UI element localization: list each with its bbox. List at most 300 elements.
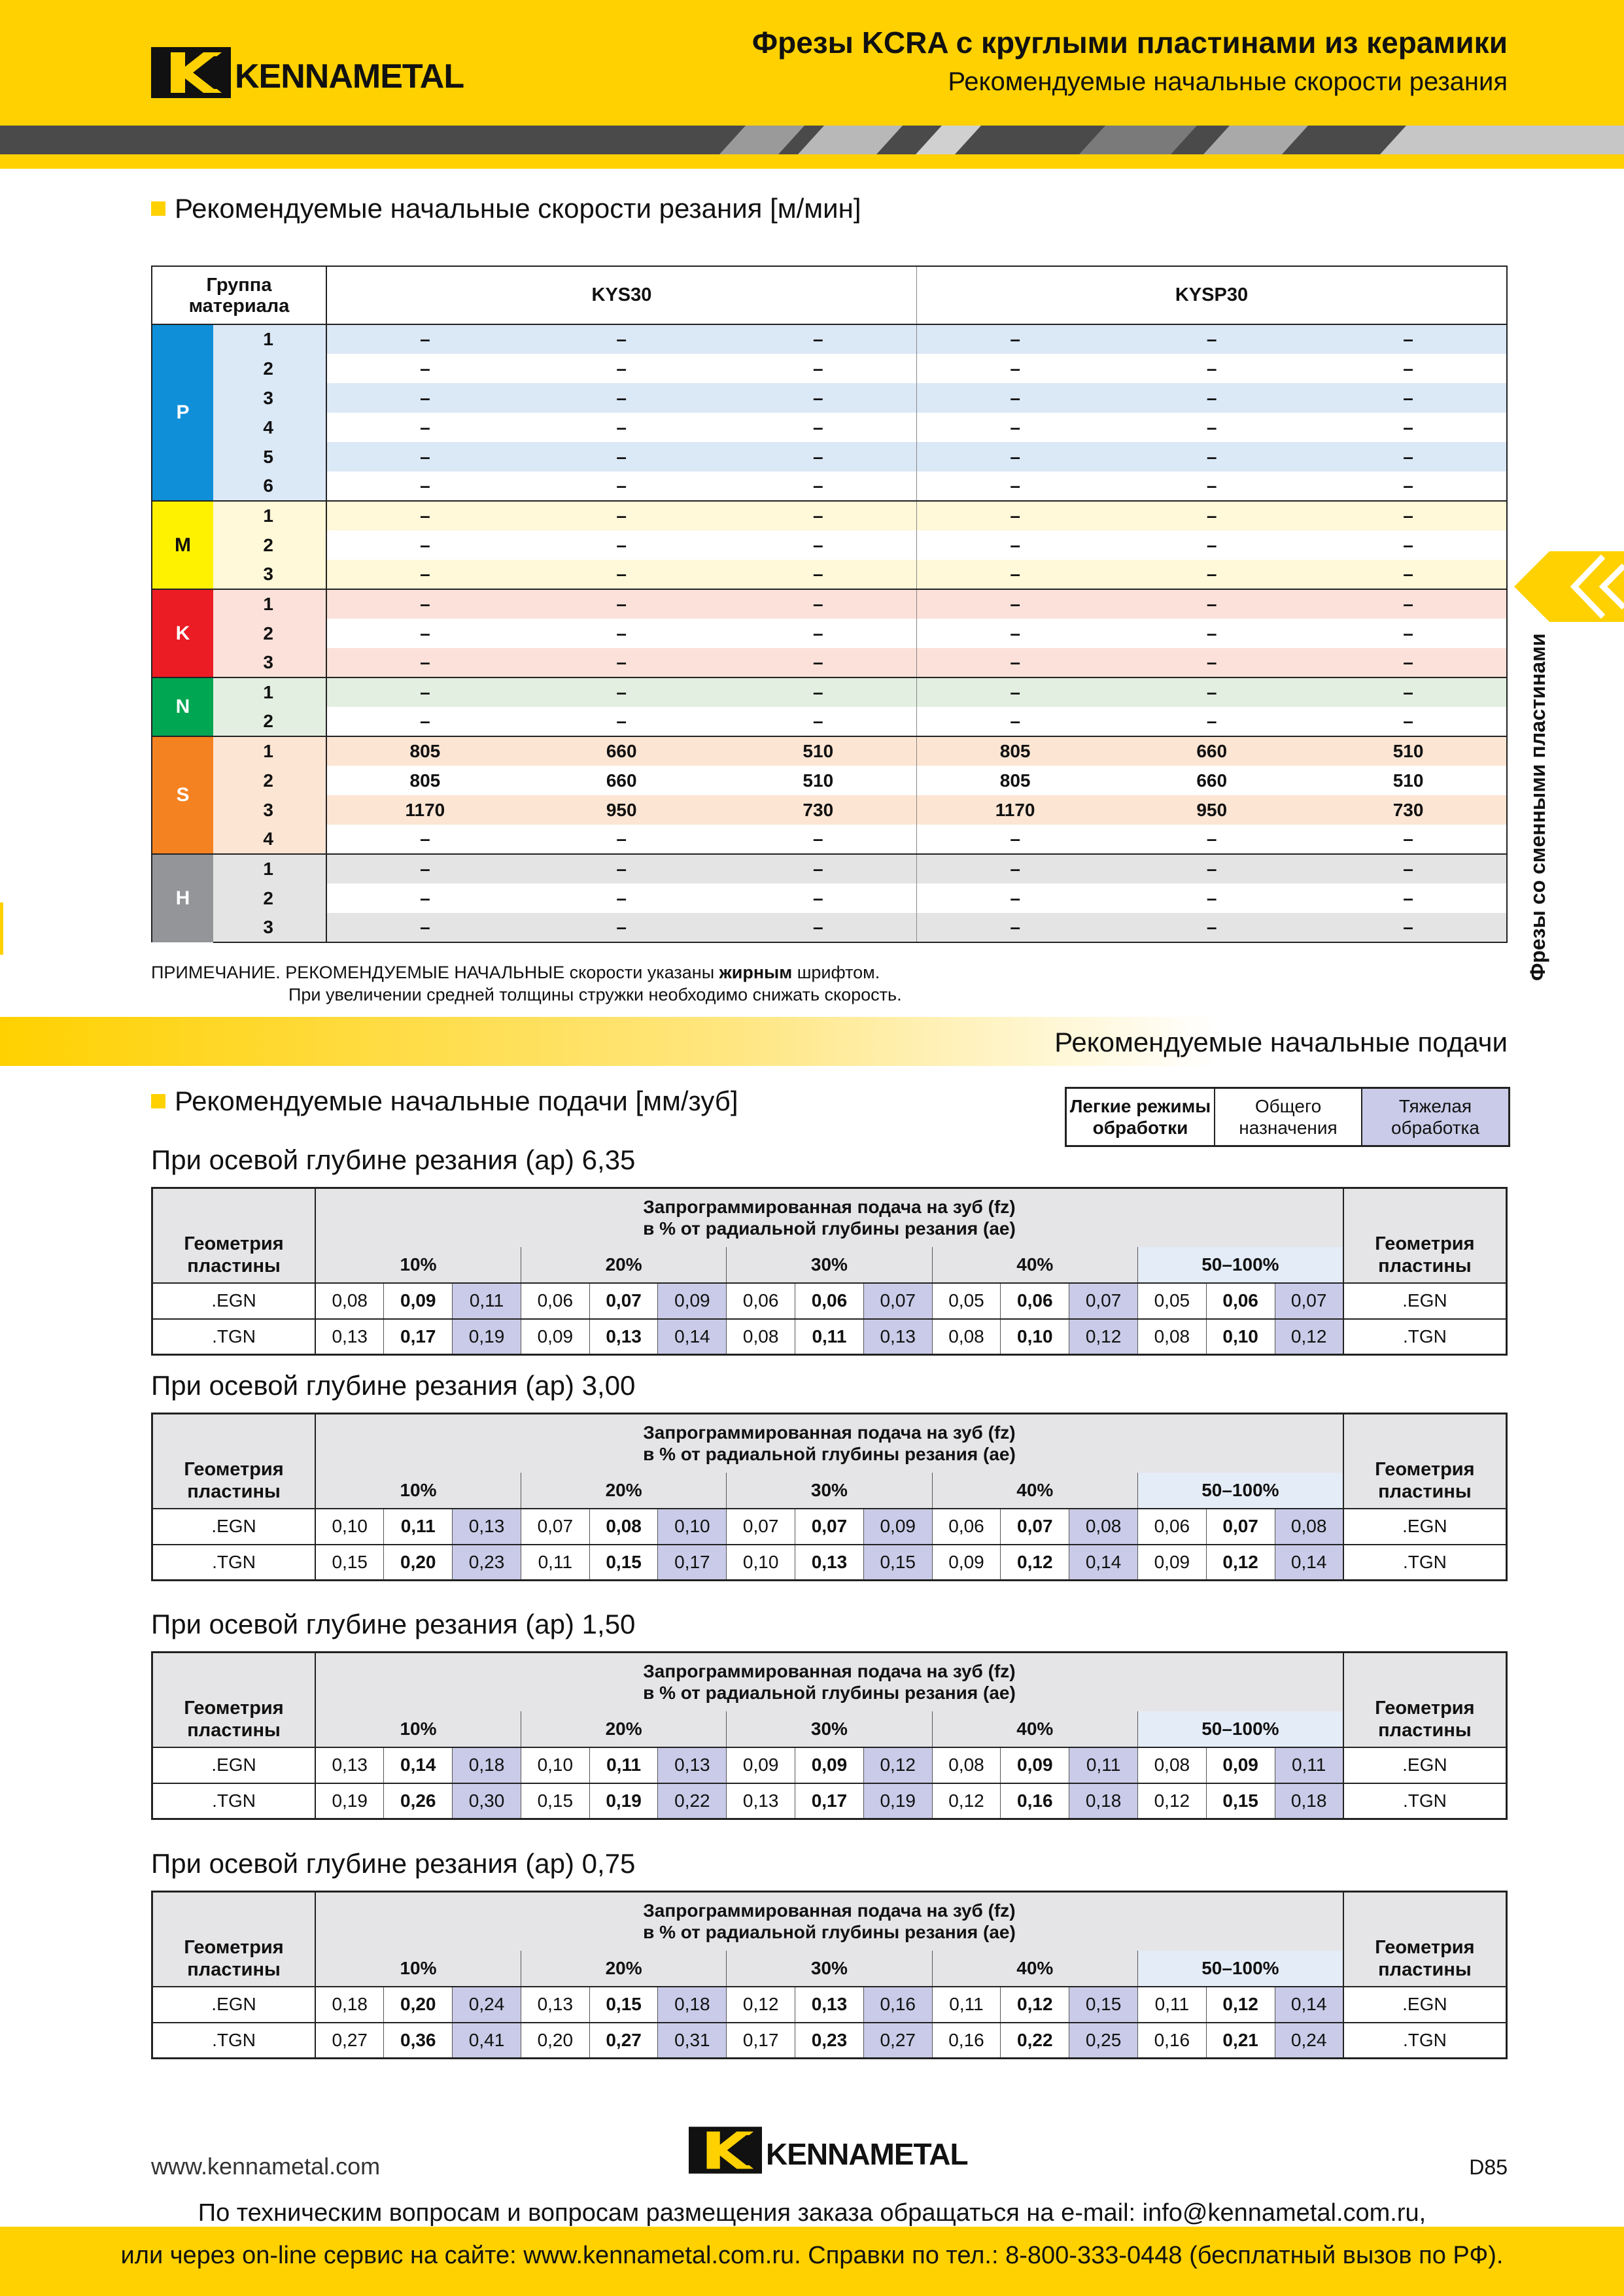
percent-label: 20% — [521, 1247, 726, 1283]
material-subgroup-number: 4 — [213, 825, 326, 854]
feed-header-line2: в % от радиальной глубины резания (ae) — [643, 1922, 1016, 1943]
speed-value-cell: – — [916, 854, 1113, 883]
speed-table — [151, 266, 1508, 943]
speed-value-cell: – — [916, 413, 1113, 442]
speed-value-cell: – — [916, 530, 1113, 560]
header-stripe — [0, 126, 1624, 154]
feed-value-cell: 0,09 — [932, 1545, 1001, 1581]
feed-value-cell: 0,12 — [1275, 1319, 1343, 1355]
material-subgroup-number: 1 — [213, 677, 326, 707]
speed-value-cell: – — [326, 324, 523, 354]
speed-row — [152, 766, 1507, 795]
feed-value-cell: 0,13 — [315, 1319, 384, 1355]
speed-value-cell: – — [1113, 530, 1310, 560]
speed-value-cell: – — [1113, 501, 1310, 530]
feed-value-cell: 0,15 — [521, 1783, 589, 1819]
material-subgroup-number: 2 — [213, 530, 326, 560]
feed-header-line2: в % от радиальной глубины резания (ae) — [643, 1683, 1016, 1704]
speed-value-cell: – — [1310, 471, 1507, 501]
feed-value-cell: 0,08 — [1137, 1319, 1206, 1355]
percent-label: 40% — [932, 1951, 1137, 1987]
kennametal-logo-mark-icon — [689, 2127, 762, 2174]
feed-header-line1: Запрограммированная подача на зуб (fz) — [643, 1197, 1016, 1218]
speed-value-cell: 510 — [720, 736, 917, 766]
speed-value-cell: – — [1113, 324, 1310, 354]
feed-table — [151, 1413, 1508, 1581]
feed-value-cell: 0,10 — [727, 1545, 795, 1581]
feed-value-cell: 0,09 — [727, 1747, 795, 1783]
feed-value-cell: 0,07 — [1069, 1283, 1138, 1319]
speed-value-cell: 660 — [523, 766, 720, 795]
feed-header-line2: в % от радиальной глубины резания (ae) — [643, 1218, 1016, 1239]
feed-header-line1: Запрограммированная подача на зуб (fz) — [643, 1661, 1016, 1682]
speed-row — [152, 560, 1507, 589]
feed-value-cell: 0,26 — [384, 1783, 453, 1819]
material-subgroup-number: 1 — [213, 736, 326, 766]
feed-row — [152, 2023, 1507, 2059]
feed-value-cell: 0,09 — [384, 1283, 453, 1319]
percent-label: 20% — [521, 1711, 726, 1747]
feed-value-cell: 0,12 — [1001, 1545, 1069, 1581]
speed-row — [152, 354, 1507, 383]
speed-value-cell: – — [720, 883, 917, 913]
speed-value-cell: – — [1310, 619, 1507, 648]
feed-value-cell: 0,11 — [589, 1747, 658, 1783]
material-group-k: K — [152, 589, 213, 677]
feed-value-cell: 0,14 — [1069, 1545, 1138, 1581]
material-subgroup-number: 1 — [213, 589, 326, 619]
speed-value-cell: – — [523, 383, 720, 413]
feed-value-cell: 0,06 — [521, 1283, 589, 1319]
bullet-square-icon — [151, 1094, 165, 1108]
insert-geometry: .TGN — [152, 1319, 316, 1355]
speed-value-cell: – — [523, 677, 720, 707]
feed-value-cell: 0,18 — [453, 1747, 521, 1783]
feed-value-cell: 0,17 — [658, 1545, 727, 1581]
speed-row — [152, 530, 1507, 560]
feed-value-cell: 0,09 — [521, 1319, 589, 1355]
speed-value-cell: 510 — [720, 766, 917, 795]
speed-value-cell: – — [1310, 413, 1507, 442]
speed-value-cell: – — [1113, 383, 1310, 413]
material-group-n: N — [152, 677, 213, 736]
feed-value-cell: 0,23 — [453, 1545, 521, 1581]
speed-value-cell: – — [523, 707, 720, 736]
speed-value-cell: – — [523, 530, 720, 560]
insert-geometry: .EGN — [1343, 1987, 1507, 2023]
note-line2: При увеличении средней толщины стружки необходимо снижать скорость. — [288, 985, 902, 1004]
feed-value-cell: 0,09 — [1206, 1747, 1275, 1783]
speed-value-cell: – — [1310, 530, 1507, 560]
speed-value-cell: – — [326, 619, 523, 648]
feed-value-cell: 0,05 — [932, 1283, 1001, 1319]
material-group-p: P — [152, 324, 213, 501]
feed-value-cell: 0,08 — [1069, 1509, 1138, 1545]
feed-value-cell: 0,19 — [863, 1783, 932, 1819]
insert-geometry: .EGN — [152, 1509, 316, 1545]
speed-value-cell: 805 — [326, 736, 523, 766]
speed-value-cell: – — [916, 560, 1113, 589]
speed-row — [152, 501, 1507, 530]
page-number: D85 — [1469, 2155, 1508, 2179]
feed-value-cell: 0,25 — [1069, 2023, 1138, 2059]
feed-value-cell: 0,06 — [1206, 1283, 1275, 1319]
speed-row — [152, 324, 1507, 354]
feed-table — [151, 1187, 1508, 1356]
feed-value-cell: 0,08 — [727, 1319, 795, 1355]
feed-row — [152, 1783, 1507, 1819]
speed-value-cell: – — [720, 324, 917, 354]
feed-value-cell: 0,08 — [932, 1319, 1001, 1355]
speed-heading — [151, 193, 861, 224]
speed-value-cell: – — [326, 471, 523, 501]
material-subgroup-number: 3 — [213, 383, 326, 413]
material-subgroup-number: 3 — [213, 795, 326, 825]
speed-value-cell: – — [1113, 648, 1310, 677]
bullet-square-icon — [151, 201, 165, 216]
feed-value-cell: 0,13 — [589, 1319, 658, 1355]
feed-value-cell: 0,16 — [863, 1987, 932, 2023]
speed-value-cell: – — [1310, 354, 1507, 383]
feed-row — [152, 1545, 1507, 1581]
feed-value-cell: 0,14 — [384, 1747, 453, 1783]
depth-title: При осевой глубине резания (ap) 3,00 — [151, 1370, 636, 1401]
insert-geometry: .EGN — [1343, 1747, 1507, 1783]
note-prefix: ПРИМЕЧАНИЕ. РЕКОМЕНДУЕМЫЕ НАЧАЛЬНЫЕ скорости указаны — [151, 963, 719, 982]
speed-value-cell: – — [523, 589, 720, 619]
feed-value-cell: 0,12 — [727, 1987, 795, 2023]
speed-value-cell: – — [523, 471, 720, 501]
speed-row — [152, 413, 1507, 442]
speed-value-cell: – — [1310, 589, 1507, 619]
percent-label: 40% — [932, 1711, 1137, 1747]
kennametal-logo-mark-icon — [151, 47, 231, 98]
note-bold: жирным — [719, 963, 793, 982]
material-subgroup-number: 1 — [213, 854, 326, 883]
insert-geometry: .EGN — [1343, 1509, 1507, 1545]
footer-contact-line1: По техническим вопросам и вопросам размещения заказа обращаться на e-mail: info@kennametal.com.ru, — [198, 2199, 1426, 2227]
speed-value-cell: – — [916, 501, 1113, 530]
feed-header-line1: Запрограммированная подача на зуб (fz) — [643, 1900, 1016, 1921]
page-subtitle: Рекомендуемые начальные скорости резания — [948, 67, 1508, 96]
insert-geometry: .EGN — [1343, 1283, 1507, 1319]
feed-value-cell: 0,18 — [658, 1987, 727, 2023]
speed-value-cell: – — [720, 707, 917, 736]
speed-value-cell: – — [916, 648, 1113, 677]
speed-value-cell: – — [720, 619, 917, 648]
feed-value-cell: 0,17 — [795, 1783, 864, 1819]
material-subgroup-number: 2 — [213, 883, 326, 913]
speed-value-cell: 510 — [1310, 736, 1507, 766]
speed-row — [152, 677, 1507, 707]
feed-value-cell: 0,11 — [384, 1509, 453, 1545]
speed-value-cell: – — [720, 648, 917, 677]
feed-value-cell: 0,10 — [658, 1509, 727, 1545]
speed-value-cell: – — [326, 707, 523, 736]
feed-value-cell: 0,07 — [1275, 1283, 1343, 1319]
feed-value-cell: 0,06 — [727, 1283, 795, 1319]
speed-value-cell: 660 — [1113, 736, 1310, 766]
geometry-header-left: Геометрия пластины — [152, 1892, 316, 1987]
feed-row — [152, 1509, 1507, 1545]
speed-row — [152, 825, 1507, 854]
speed-value-cell: – — [1310, 913, 1507, 942]
feed-value-cell: 0,24 — [453, 1987, 521, 2023]
feed-value-cell: 0,27 — [863, 2023, 932, 2059]
speed-value-cell: – — [720, 501, 917, 530]
feed-header-line1: Запрограммированная подача на зуб (fz) — [643, 1422, 1016, 1443]
speed-value-cell: – — [916, 913, 1113, 942]
feed-value-cell: 0,20 — [384, 1987, 453, 2023]
feed-value-cell: 0,12 — [1001, 1987, 1069, 2023]
brand-name: KENNAMETAL — [235, 58, 464, 95]
feed-value-cell: 0,07 — [1001, 1509, 1069, 1545]
speed-value-cell: – — [1310, 560, 1507, 589]
speed-value-cell: – — [326, 677, 523, 707]
percent-label: 50–100% — [1137, 1247, 1343, 1283]
grade-kysp30-header: KYSP30 — [916, 266, 1507, 324]
feed-value-cell: 0,08 — [1137, 1747, 1206, 1783]
feed-row — [152, 1283, 1507, 1319]
footer-logo — [689, 2127, 968, 2174]
speed-value-cell: – — [523, 825, 720, 854]
feed-value-cell: 0,12 — [1206, 1545, 1275, 1581]
feed-value-cell: 0,13 — [727, 1783, 795, 1819]
speed-value-cell: – — [523, 854, 720, 883]
percent-label: 10% — [315, 1247, 521, 1283]
feed-value-cell: 0,09 — [863, 1509, 932, 1545]
speed-value-cell: – — [1113, 471, 1310, 501]
speed-value-cell: – — [1113, 619, 1310, 648]
geometry-header-left: Геометрия пластины — [152, 1653, 316, 1747]
speed-value-cell: – — [326, 501, 523, 530]
feed-value-cell: 0,19 — [315, 1783, 384, 1819]
material-subgroup-number: 3 — [213, 648, 326, 677]
speed-value-cell: 950 — [523, 795, 720, 825]
speed-value-cell: – — [1310, 854, 1507, 883]
insert-geometry: .TGN — [1343, 1319, 1507, 1355]
feed-value-cell: 0,11 — [932, 1987, 1001, 2023]
feed-value-cell: 0,27 — [315, 2023, 384, 2059]
feed-value-cell: 0,12 — [1206, 1987, 1275, 2023]
speed-row — [152, 383, 1507, 413]
feed-row — [152, 1319, 1507, 1355]
material-subgroup-number: 4 — [213, 413, 326, 442]
material-group-s: S — [152, 736, 213, 854]
feed-value-cell: 0,30 — [453, 1783, 521, 1819]
speed-value-cell: – — [523, 354, 720, 383]
speed-value-cell: 805 — [916, 766, 1113, 795]
feed-value-cell: 0,13 — [795, 1545, 864, 1581]
speed-value-cell: – — [523, 501, 720, 530]
speed-value-cell: – — [326, 442, 523, 471]
material-subgroup-number: 1 — [213, 501, 326, 530]
speed-value-cell: – — [326, 913, 523, 942]
feed-row — [152, 1747, 1507, 1783]
speed-value-cell: – — [1113, 560, 1310, 589]
speed-row — [152, 883, 1507, 913]
feed-table — [151, 1651, 1508, 1820]
material-subgroup-number: 2 — [213, 619, 326, 648]
depth-title: При осевой глубине резания (ap) 0,75 — [151, 1848, 636, 1879]
feed-row — [152, 1987, 1507, 2023]
group-header: Группа материала — [152, 266, 326, 324]
speed-value-cell: – — [326, 883, 523, 913]
speed-value-cell: – — [1113, 854, 1310, 883]
feed-value-cell: 0,09 — [1137, 1545, 1206, 1581]
speed-value-cell: – — [1113, 883, 1310, 913]
speed-value-cell: – — [523, 560, 720, 589]
material-subgroup-number: 2 — [213, 707, 326, 736]
legend-light: Легкие режимы обработки — [1067, 1089, 1214, 1145]
speed-value-cell: – — [1310, 677, 1507, 707]
feed-table — [151, 1891, 1508, 2059]
feed-value-cell: 0,08 — [589, 1509, 658, 1545]
depth-title: При осевой глубине резания (ap) 6,35 — [151, 1144, 636, 1175]
legend-heavy: Тяжелая обработка — [1361, 1089, 1508, 1145]
speed-value-cell: – — [916, 825, 1113, 854]
speed-value-cell: – — [1310, 707, 1507, 736]
speed-value-cell: 730 — [1310, 795, 1507, 825]
geometry-header-left: Геометрия пластины — [152, 1414, 316, 1509]
feed-value-cell: 0,07 — [589, 1283, 658, 1319]
speed-value-cell: – — [523, 883, 720, 913]
speed-value-cell: – — [1113, 354, 1310, 383]
speed-value-cell: – — [326, 560, 523, 589]
feed-value-cell: 0,13 — [795, 1987, 864, 2023]
feed-value-cell: 0,18 — [1069, 1783, 1138, 1819]
feed-value-cell: 0,15 — [589, 1545, 658, 1581]
speed-value-cell: – — [916, 383, 1113, 413]
feed-value-cell: 0,17 — [384, 1319, 453, 1355]
percent-label: 30% — [727, 1951, 932, 1987]
feed-value-cell: 0,36 — [384, 2023, 453, 2059]
speed-value-cell: 660 — [1113, 766, 1310, 795]
speed-value-cell: – — [916, 471, 1113, 501]
side-tab-label: Фрезы со сменными пластинами — [1526, 633, 1549, 981]
grade-kys30-header: KYS30 — [326, 266, 917, 324]
header-thin-band — [0, 154, 1624, 169]
feed-value-cell: 0,15 — [315, 1545, 384, 1581]
feed-value-cell: 0,11 — [521, 1545, 589, 1581]
feed-value-cell: 0,31 — [658, 2023, 727, 2059]
insert-geometry: .EGN — [152, 1747, 316, 1783]
feed-value-cell: 0,15 — [1069, 1987, 1138, 2023]
speed-value-cell: – — [720, 354, 917, 383]
feed-header — [315, 1892, 1343, 1951]
speed-row — [152, 471, 1507, 501]
percent-label: 50–100% — [1137, 1473, 1343, 1509]
feed-value-cell: 0,15 — [589, 1987, 658, 2023]
feed-value-cell: 0,15 — [1206, 1783, 1275, 1819]
speed-value-cell: – — [720, 442, 917, 471]
feed-value-cell: 0,22 — [1001, 2023, 1069, 2059]
speed-value-cell: – — [720, 677, 917, 707]
feed-value-cell: 0,11 — [1137, 1987, 1206, 2023]
legend-general: Общего назначения — [1214, 1089, 1361, 1145]
feed-value-cell: 0,07 — [1206, 1509, 1275, 1545]
feed-value-cell: 0,21 — [1206, 2023, 1275, 2059]
feed-header — [315, 1414, 1343, 1473]
geometry-header-left: Геометрия пластины — [152, 1188, 316, 1283]
speed-value-cell: – — [916, 324, 1113, 354]
percent-label: 20% — [521, 1951, 726, 1987]
feed-band — [0, 1017, 1624, 1066]
note-suffix: шрифтом. — [792, 963, 880, 982]
speed-value-cell: 805 — [916, 736, 1113, 766]
speed-row — [152, 619, 1507, 648]
speed-value-cell: – — [523, 619, 720, 648]
speed-row — [152, 913, 1507, 942]
speed-value-cell: – — [1113, 442, 1310, 471]
speed-value-cell: – — [720, 913, 917, 942]
material-subgroup-number: 6 — [213, 471, 326, 501]
speed-value-cell: – — [720, 413, 917, 442]
material-group-m: M — [152, 501, 213, 589]
speed-value-cell: – — [1310, 442, 1507, 471]
speed-value-cell: 660 — [523, 736, 720, 766]
feed-value-cell: 0,16 — [1137, 2023, 1206, 2059]
feed-legend — [1065, 1087, 1510, 1147]
footer-contact-line2: или через on-line сервис на сайте: www.kennametal.com.ru. Справки по тел.: 8-800-333-0448 (бесплатный вызов по РФ). — [120, 2242, 1504, 2269]
feed-value-cell: 0,11 — [1069, 1747, 1138, 1783]
feed-value-cell: 0,12 — [863, 1747, 932, 1783]
speed-row — [152, 707, 1507, 736]
side-tab-arrow-icon — [1514, 551, 1624, 622]
feed-value-cell: 0,23 — [795, 2023, 864, 2059]
percent-label: 10% — [315, 1951, 521, 1987]
percent-label: 30% — [727, 1473, 932, 1509]
speed-row — [152, 589, 1507, 619]
speed-value-cell: – — [523, 648, 720, 677]
geometry-header-right: Геометрия пластины — [1343, 1188, 1507, 1283]
feed-value-cell: 0,06 — [795, 1283, 864, 1319]
feed-value-cell: 0,27 — [589, 2023, 658, 2059]
footer-url[interactable]: www.kennametal.com — [151, 2153, 381, 2180]
insert-geometry: .TGN — [152, 1545, 316, 1581]
feed-value-cell: 0,13 — [453, 1509, 521, 1545]
speed-value-cell: – — [326, 854, 523, 883]
page-title: Фрезы KCRA с круглыми пластинами из керамики — [752, 26, 1508, 60]
percent-label: 50–100% — [1137, 1711, 1343, 1747]
feed-value-cell: 0,14 — [1275, 1987, 1343, 2023]
feed-value-cell: 0,20 — [521, 2023, 589, 2059]
speed-value-cell: – — [1113, 707, 1310, 736]
feed-value-cell: 0,09 — [658, 1283, 727, 1319]
percent-label: 30% — [727, 1247, 932, 1283]
feed-header-line2: в % от радиальной глубины резания (ae) — [643, 1444, 1016, 1465]
speed-value-cell: – — [1113, 677, 1310, 707]
feed-value-cell: 0,09 — [1001, 1747, 1069, 1783]
feed-value-cell: 0,18 — [315, 1987, 384, 2023]
feed-value-cell: 0,08 — [1275, 1509, 1343, 1545]
speed-value-cell: – — [916, 619, 1113, 648]
material-subgroup-number: 2 — [213, 766, 326, 795]
feed-value-cell: 0,08 — [315, 1283, 384, 1319]
feed-value-cell: 0,13 — [658, 1747, 727, 1783]
percent-label: 10% — [315, 1711, 521, 1747]
speed-value-cell: – — [720, 589, 917, 619]
speed-value-cell: – — [1310, 324, 1507, 354]
speed-value-cell: 730 — [720, 795, 917, 825]
speed-value-cell: – — [1310, 383, 1507, 413]
speed-value-cell: – — [916, 442, 1113, 471]
speed-value-cell: – — [326, 413, 523, 442]
speed-value-cell: – — [1310, 501, 1507, 530]
speed-value-cell: 510 — [1310, 766, 1507, 795]
percent-label: 50–100% — [1137, 1951, 1343, 1987]
speed-value-cell: 1170 — [916, 795, 1113, 825]
